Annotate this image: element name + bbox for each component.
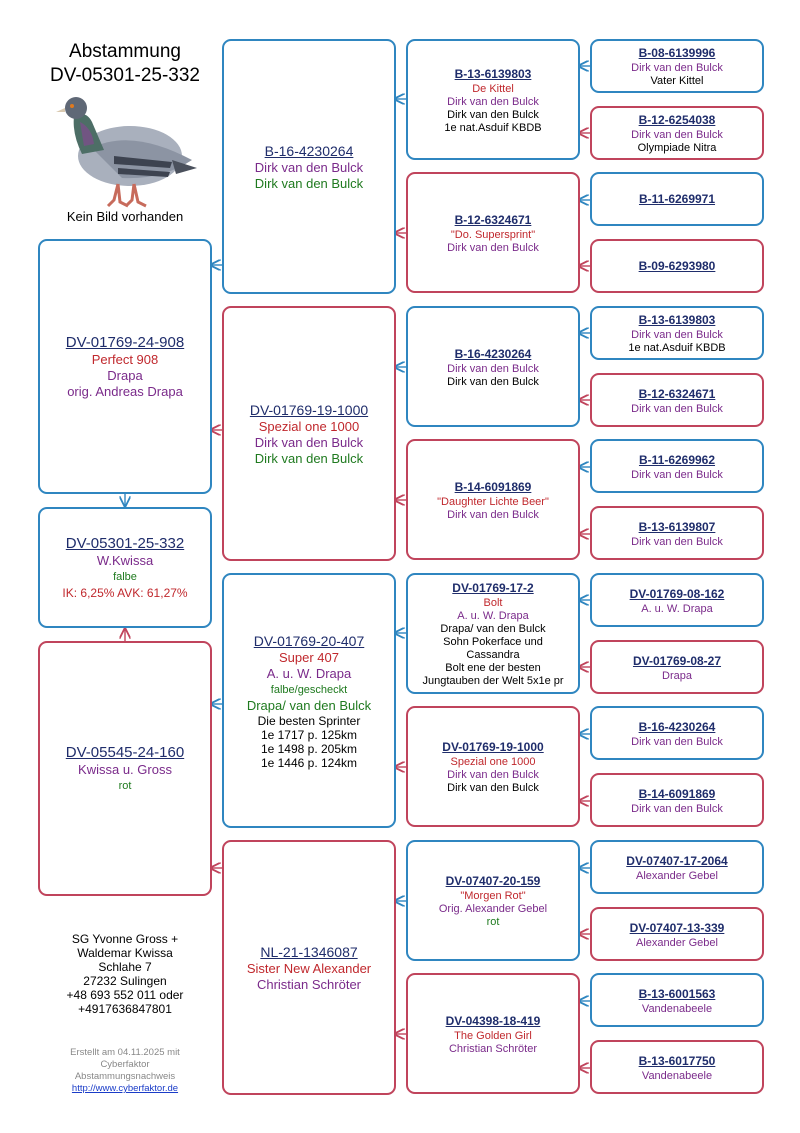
gen3-card[interactable] xyxy=(406,439,580,560)
sire-info: orig. Andreas Drapa xyxy=(67,383,183,399)
main-name: W.Kwissa xyxy=(96,552,154,568)
gen4-card[interactable] xyxy=(590,239,764,293)
ss-breeder: Dirk van den Bulck xyxy=(254,159,364,175)
ds-note: Die besten Sprinter xyxy=(257,713,361,728)
g4-breeder: Dirk van den Bulck xyxy=(631,468,723,481)
gen3-card[interactable] xyxy=(406,172,580,293)
g4-ring[interactable]: B-13-6139803 xyxy=(638,313,716,327)
gen4-card[interactable] xyxy=(590,106,764,160)
ddd-name: The Golden Girl xyxy=(454,1029,532,1042)
gen3-card[interactable] xyxy=(406,840,580,961)
dsd-note: Dirk van den Bulck xyxy=(447,782,539,794)
gen4-card[interactable] xyxy=(590,39,764,93)
g4-breeder: A. u. W. Drapa xyxy=(641,602,713,615)
dss-note: Jungtauben der Welt 5x1e pr xyxy=(422,675,564,687)
gen4-card[interactable] xyxy=(590,1040,764,1094)
sdd-breeder: Dirk van den Bulck xyxy=(447,508,539,521)
dss-note: Sohn Pokerface und xyxy=(443,636,543,648)
dss-note: Bolt ene der besten xyxy=(445,662,541,674)
owner-line: 27232 Sulingen xyxy=(83,974,167,988)
main-color: falbe xyxy=(113,570,137,583)
sds-breeder: Dirk van den Bulck xyxy=(447,362,539,375)
g4-ring[interactable]: B-13-6001563 xyxy=(638,986,716,1001)
dam-dam-card[interactable] xyxy=(222,840,396,1095)
g4-ring[interactable]: DV-01769-08-27 xyxy=(632,653,722,668)
dds-ring[interactable]: DV-07407-20-159 xyxy=(445,874,541,888)
footer xyxy=(30,1047,220,1095)
dam-breeder: Kwissa u. Gross xyxy=(78,761,172,777)
gen3-card[interactable] xyxy=(406,573,580,694)
pigeon-image xyxy=(52,88,197,210)
g4-breeder: Dirk van den Bulck xyxy=(631,735,723,748)
gen4-card[interactable] xyxy=(590,172,764,226)
ds-note: 1e 1446 p. 124km xyxy=(260,755,358,770)
g4-breeder: Drapa xyxy=(662,669,692,682)
g4-note: Vater Kittel xyxy=(650,75,704,87)
sd-name: Spezial one 1000 xyxy=(258,418,360,434)
owner-line: Waldemar Kwissa xyxy=(77,946,173,960)
ds-breeder: A. u. W. Drapa xyxy=(266,665,352,681)
sss-breeder: Dirk van den Bulck xyxy=(447,95,539,108)
g4-ring[interactable]: B-12-6254038 xyxy=(638,113,716,127)
g4-breeder: Dirk van den Bulck xyxy=(631,802,723,815)
g4-ring[interactable]: DV-07407-17-2064 xyxy=(626,853,728,868)
g4-breeder: Alexander Gebel xyxy=(636,936,718,949)
ds-note: 1e 1717 p. 125km xyxy=(260,727,358,742)
g4-ring[interactable]: B-13-6139807 xyxy=(638,519,716,534)
sire-dam-card[interactable] xyxy=(222,306,396,561)
ds-ring[interactable]: DV-01769-20-407 xyxy=(253,632,365,649)
dss-note: Drapa/ van den Bulck xyxy=(440,623,546,635)
sss-note: Dirk van den Bulck xyxy=(447,108,539,121)
footer-created: Erstellt am 04.11.2025 mit xyxy=(70,1047,180,1058)
dds-name: "Morgen Rot" xyxy=(460,890,526,902)
ssd-breeder: Dirk van den Bulck xyxy=(447,241,539,254)
g4-breeder: Vandenabeele xyxy=(641,1069,713,1082)
sire-card[interactable] xyxy=(38,239,212,494)
g4-ring[interactable]: B-11-6269962 xyxy=(638,452,716,467)
g4-breeder: Alexander Gebel xyxy=(636,869,718,882)
ds-owner: Drapa/ van den Bulck xyxy=(246,697,372,713)
main-stats: IK: 6,25% AVK: 61,27% xyxy=(62,585,188,600)
pedigree-title xyxy=(30,40,220,88)
dsd-breeder: Dirk van den Bulck xyxy=(447,769,539,781)
dam-ring[interactable]: DV-05545-24-160 xyxy=(65,743,185,761)
gen3-card[interactable] xyxy=(406,973,580,1094)
gen4-card[interactable] xyxy=(590,640,764,694)
g4-breeder: Dirk van den Bulck xyxy=(631,129,723,141)
title-label: Abstammung xyxy=(69,41,181,62)
g4-ring[interactable]: B-13-6017750 xyxy=(638,1053,716,1068)
sire-sire-card[interactable] xyxy=(222,39,396,294)
g4-ring[interactable]: B-09-6293980 xyxy=(638,259,716,273)
owner-address xyxy=(30,932,220,1016)
ds-note: 1e 1498 p. 205km xyxy=(260,741,358,756)
sire-ring[interactable]: DV-01769-24-908 xyxy=(65,333,185,351)
sss-name: De Kittel xyxy=(472,82,514,95)
dd-ring[interactable]: NL-21-1346087 xyxy=(260,943,358,960)
dss-breeder: A. u. W. Drapa xyxy=(457,610,529,622)
footer-link[interactable]: http://www.cyberfaktor.de xyxy=(71,1083,179,1094)
g4-ring[interactable]: DV-07407-13-339 xyxy=(629,920,725,935)
gen4-card[interactable] xyxy=(590,840,764,894)
g4-ring[interactable]: B-16-4230264 xyxy=(638,719,716,734)
g4-note: Olympiade Nitra xyxy=(637,142,717,154)
dds-color: rot xyxy=(486,916,500,928)
ssd-name: "Do. Supersprint" xyxy=(450,228,536,241)
owner-line: Schlahe 7 xyxy=(98,960,152,974)
sds-note: Dirk van den Bulck xyxy=(447,375,539,388)
no-image-text: Kein Bild vorhanden xyxy=(66,209,184,224)
g4-ring[interactable]: B-11-6269971 xyxy=(638,192,716,206)
sire-breeder: Drapa xyxy=(107,367,143,383)
sss-ring[interactable]: B-13-6139803 xyxy=(454,66,532,81)
sd-breeder: Dirk van den Bulck xyxy=(254,434,364,450)
sdd-ring[interactable]: B-14-6091869 xyxy=(454,479,532,494)
gen4-card[interactable] xyxy=(590,439,764,493)
gen4-card[interactable] xyxy=(590,907,764,961)
g4-breeder: Dirk van den Bulck xyxy=(631,62,723,74)
dss-note: Cassandra xyxy=(466,649,520,661)
g4-breeder: Vandenabeele xyxy=(641,1002,713,1015)
main-pigeon-card[interactable] xyxy=(38,507,212,628)
sds-ring[interactable]: B-16-4230264 xyxy=(454,346,532,361)
g4-breeder: Dirk van den Bulck xyxy=(631,535,723,548)
ss-ring[interactable]: B-16-4230264 xyxy=(264,142,354,159)
sd-ring[interactable]: DV-01769-19-1000 xyxy=(249,401,369,418)
g4-ring[interactable]: B-14-6091869 xyxy=(638,786,716,801)
dam-card[interactable] xyxy=(38,641,212,896)
owner-line: SG Yvonne Gross + xyxy=(71,932,179,946)
gen4-card[interactable] xyxy=(590,306,764,360)
ds-color: falbe/gescheckt xyxy=(270,683,348,696)
dss-name: Bolt xyxy=(483,597,503,609)
dds-breeder: Orig. Alexander Gebel xyxy=(438,903,548,915)
g4-ring[interactable]: B-08-6139996 xyxy=(638,46,716,60)
gen4-card[interactable] xyxy=(590,973,764,1027)
gen4-card[interactable] xyxy=(590,573,764,627)
gen4-card[interactable] xyxy=(590,706,764,760)
title-ring: DV-05301-25-332 xyxy=(50,65,200,86)
dss-ring[interactable]: DV-01769-17-2 xyxy=(452,581,534,595)
g4-ring[interactable]: DV-01769-08-162 xyxy=(629,586,725,601)
gen4-card[interactable] xyxy=(590,773,764,827)
dam-color: rot xyxy=(118,779,132,792)
owner-line: +4917636847801 xyxy=(78,1002,172,1016)
owner-line: +48 693 552 011 oder xyxy=(66,988,184,1002)
gen3-card[interactable] xyxy=(406,306,580,427)
ssd-ring[interactable]: B-12-6324671 xyxy=(454,212,532,227)
g4-ring[interactable]: B-12-6324671 xyxy=(638,386,716,401)
g4-note: 1e nat.Asduif KBDB xyxy=(628,342,726,354)
ddd-breeder: Christian Schröter xyxy=(448,1042,538,1055)
main-ring[interactable]: DV-05301-25-332 xyxy=(65,534,185,552)
footer-app: Cyberfaktor xyxy=(100,1059,150,1070)
footer-app2: Abstammungsnachweis xyxy=(74,1071,176,1082)
g4-breeder: Dirk van den Bulck xyxy=(631,329,723,341)
dsd-name: Spezial one 1000 xyxy=(450,756,536,768)
sd-owner: Dirk van den Bulck xyxy=(254,450,364,466)
gen3-card[interactable] xyxy=(406,39,580,160)
dam-sire-card[interactable] xyxy=(222,573,396,828)
gen4-card[interactable] xyxy=(590,506,764,560)
ds-name: Super 407 xyxy=(279,649,339,665)
dsd-ring[interactable]: DV-01769-19-1000 xyxy=(442,740,544,754)
ss-owner: Dirk van den Bulck xyxy=(254,175,364,191)
dd-name: Sister New Alexander xyxy=(246,960,372,976)
dd-breeder: Christian Schröter xyxy=(256,976,362,992)
sire-name: Perfect 908 xyxy=(91,351,159,367)
g4-breeder: Dirk van den Bulck xyxy=(631,402,723,415)
sdd-name: "Daughter Lichte Beer" xyxy=(437,495,549,508)
gen3-card[interactable] xyxy=(406,706,580,827)
sss-note: 1e nat.Asduif KBDB xyxy=(444,121,542,134)
ddd-ring[interactable]: DV-04398-18-419 xyxy=(445,1013,541,1028)
gen4-card[interactable] xyxy=(590,373,764,427)
